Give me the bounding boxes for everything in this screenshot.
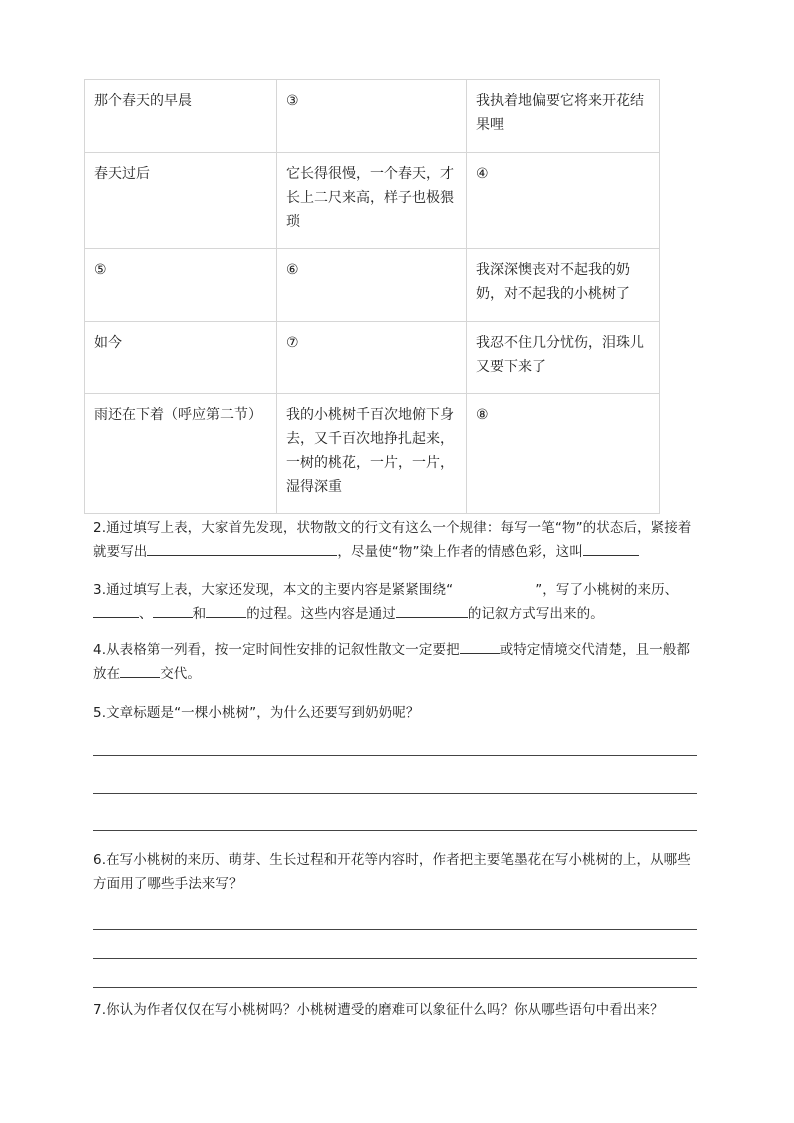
question-5: 5.文章标题是“一棵小桃树”，为什么还要写到奶奶呢？ bbox=[93, 705, 420, 721]
answer-line[interactable] bbox=[93, 958, 697, 959]
table-cell: ③ bbox=[277, 80, 467, 153]
answer-line[interactable] bbox=[93, 793, 697, 794]
answer-blank[interactable] bbox=[460, 638, 500, 654]
question-6: 6.在写小桃树的来历、萌芽、生长过程和开花等内容时，作者把主要笔墨花在写小桃树的上，从哪些方面用了哪些手法来写？ bbox=[93, 852, 691, 892]
question-7: 7.你认为作者仅仅在写小桃树吗？小桃树遭受的磨难可以象征什么吗？你从哪些语句中看出来？ bbox=[93, 1002, 664, 1018]
answer-line[interactable] bbox=[93, 987, 697, 988]
question-text: ，尽量使“物”染上作者的情感色彩，这叫 bbox=[337, 544, 583, 560]
table-cell: ⑧ bbox=[467, 394, 660, 514]
answer-blank[interactable] bbox=[120, 662, 160, 678]
table-cell: 雨还在下着（呼应第二节） bbox=[85, 394, 277, 514]
table-cell: ⑥ bbox=[277, 249, 467, 322]
table-cell: 春天过后 bbox=[85, 153, 277, 249]
question-text: 4.从表格第一列看，按一定时间性安排的记叙性散文一定要把 bbox=[93, 642, 460, 658]
table-cell: 我的小桃树千百次地俯下身去，又千百次地挣扎起来，一树的桃花，一片，一片，湿得深重 bbox=[277, 394, 467, 514]
table-cell: 我深深懊丧对不起我的奶奶，对不起我的小桃树了 bbox=[467, 249, 660, 322]
question-text: 的记叙方式写出来的。 bbox=[467, 606, 604, 622]
table-row bbox=[85, 322, 660, 394]
reading-table bbox=[84, 79, 660, 514]
table-cell: ⑤ bbox=[85, 249, 277, 322]
question-4 bbox=[93, 638, 699, 686]
answer-blank[interactable] bbox=[93, 602, 139, 618]
answer-blank[interactable] bbox=[153, 602, 193, 618]
question-text: 2.通过填写上表，大家首先发现，状物散文的行文有这么一个规律：每写一笔“物”的状态后，紧接着就要写出 bbox=[93, 520, 692, 560]
table-cell: 我忍不住几分忧伤，泪珠儿又要下来了 bbox=[467, 322, 660, 394]
table-cell: ⑦ bbox=[277, 322, 467, 394]
question-text: 3.通过填写上表，大家还发现，本文的主要内容是紧紧围绕“ bbox=[93, 582, 454, 598]
answer-blank[interactable] bbox=[206, 602, 246, 618]
table-cell: ④ bbox=[467, 153, 660, 249]
answer-line[interactable] bbox=[93, 929, 697, 930]
question-text: 和 bbox=[192, 606, 207, 622]
table-cell: 如今 bbox=[85, 322, 277, 394]
question-text: ”，写了小桃树的来历、 bbox=[535, 582, 679, 598]
question-text: 交代。 bbox=[160, 666, 202, 682]
question-text: 或特定情境交代清楚，且一般都放在 bbox=[93, 642, 691, 682]
answer-blank[interactable] bbox=[396, 602, 468, 618]
table-row bbox=[85, 153, 660, 249]
answer-blank[interactable] bbox=[147, 540, 337, 556]
table-cell: 那个春天的早晨 bbox=[85, 80, 277, 153]
question-3 bbox=[93, 578, 699, 626]
question-text: 的过程。这些内容是通过 bbox=[246, 606, 396, 622]
table-row bbox=[85, 394, 660, 514]
answer-line[interactable] bbox=[93, 755, 697, 756]
table-row bbox=[85, 80, 660, 153]
table-row bbox=[85, 249, 660, 322]
answer-blank[interactable] bbox=[583, 540, 639, 556]
question-2 bbox=[93, 516, 699, 564]
question-text: 、 bbox=[139, 606, 153, 622]
table-cell: 它长得很慢，一个春天，才长上二尺来高，样子也极猥琐 bbox=[277, 153, 467, 249]
table-cell: 我执着地偏要它将来开花结果哩 bbox=[467, 80, 660, 153]
answer-line[interactable] bbox=[93, 830, 697, 831]
